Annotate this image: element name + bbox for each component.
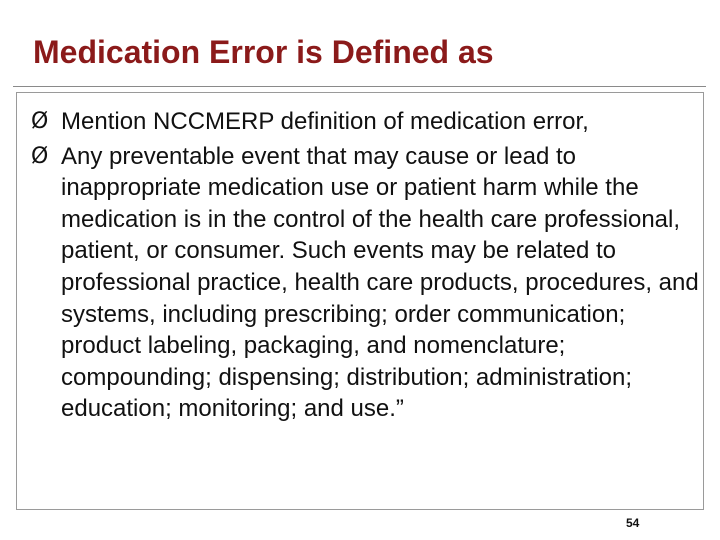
arrow-checkmark-icon: Ø [31, 109, 49, 134]
slide-header [0, 0, 720, 86]
bullet-text: Mention NCCMERP definition of medication error, [61, 108, 589, 135]
bullet-list [31, 106, 703, 428]
slide-title: Medication Error is Defined as [33, 34, 494, 70]
bullet-item-preventable-event [31, 141, 703, 425]
bullet-item-ncc-merp-definition [31, 106, 703, 138]
bullet-text: Any preventable event that may cause or lead to inappropriate medication use or patient harm while the medication is in the control of the health care professional, patient, or consumer. Such events may be related to professional practice, health care products, procedures, and systems, including prescribing; order communication; product labeling, packaging, and nomenclature; compounding; dispensing; distribution; administration; education; monitoring; and use.” [61, 142, 699, 423]
page-number: 54 [626, 516, 640, 530]
title-divider [13, 86, 706, 87]
arrow-checkmark-icon: Ø [31, 143, 49, 169]
